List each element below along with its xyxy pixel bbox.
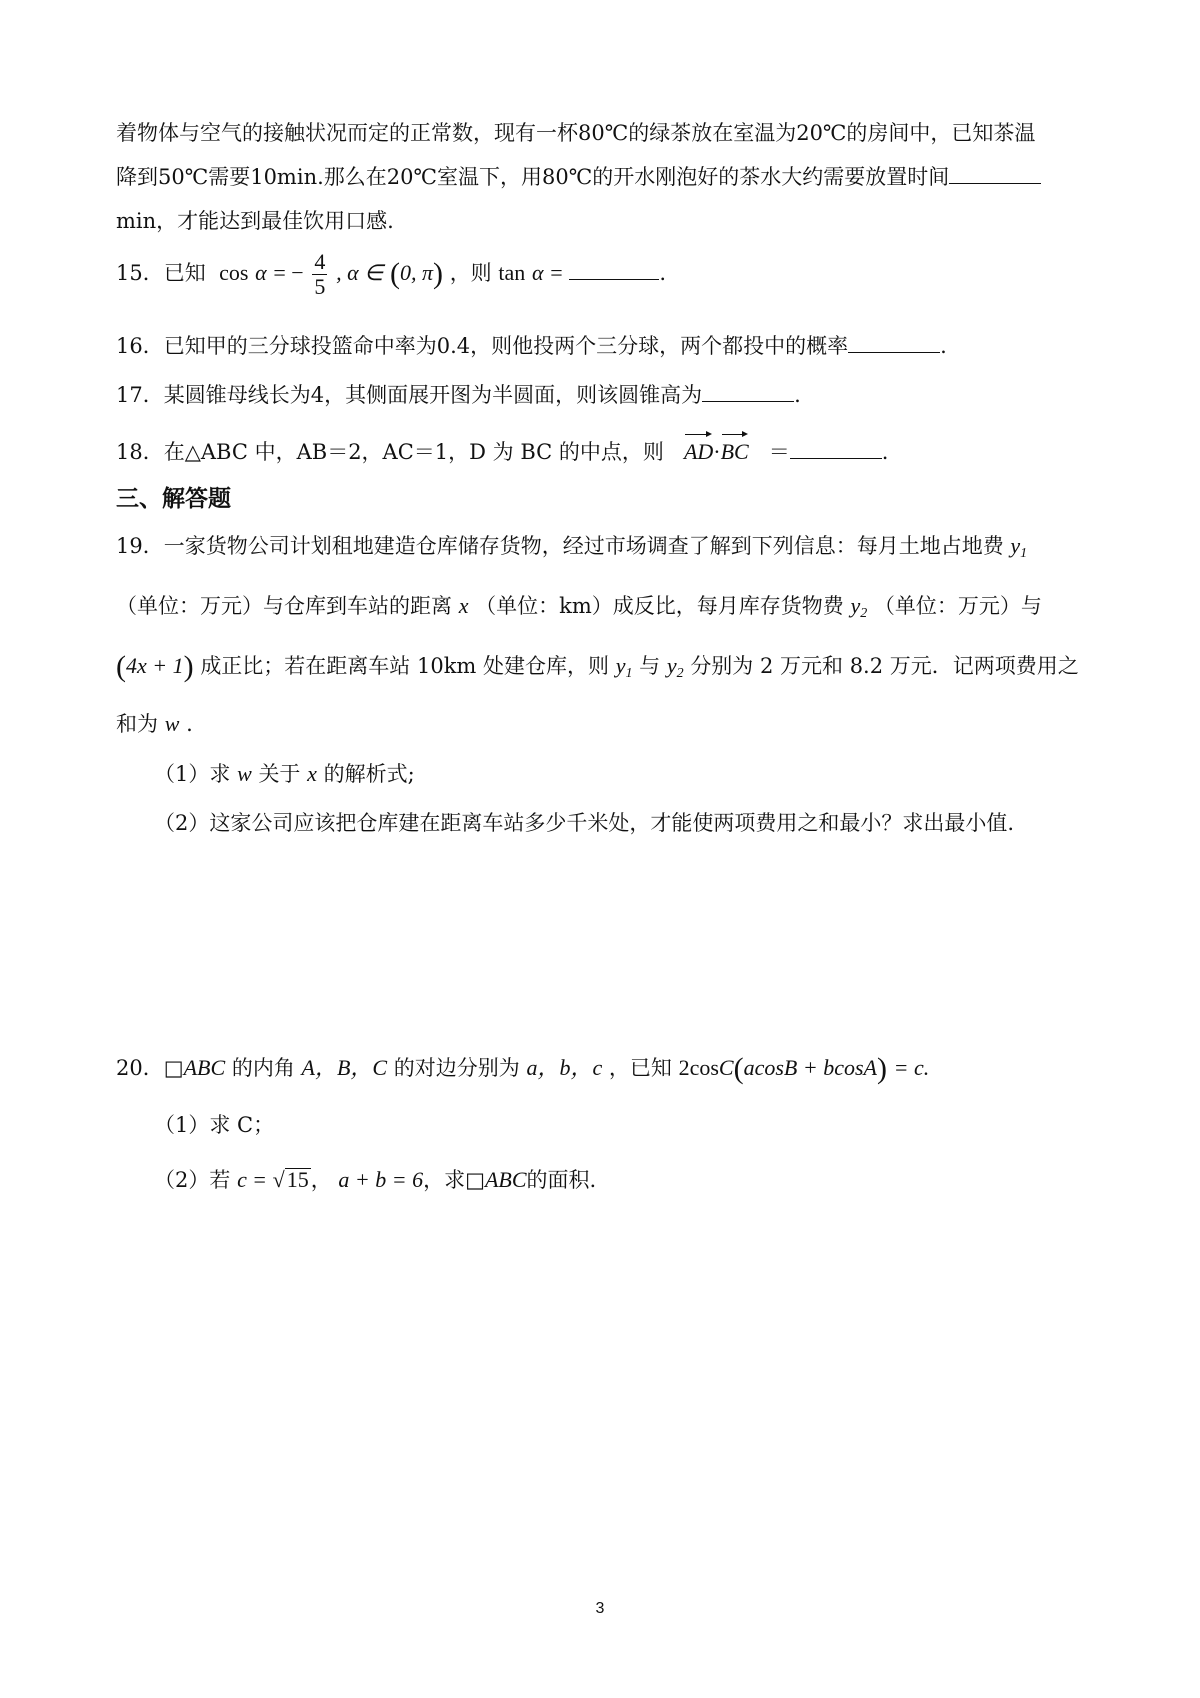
q15-fraction: [312, 250, 327, 299]
q15-label: 15．已知: [116, 261, 206, 285]
q20-eq-lparen: (: [733, 1052, 744, 1085]
page-number: 3: [595, 1600, 605, 1617]
q20-p2-b: ，求: [423, 1168, 466, 1192]
q15-eq: = −: [273, 260, 304, 285]
q19-l4-b: .: [186, 712, 193, 736]
q20-p2-sep: ，: [310, 1168, 332, 1192]
q20-p2-end: 的面积.: [526, 1168, 597, 1192]
q19-y1: $y_1$: [1010, 533, 1028, 561]
q20-eq-rparen: ): [876, 1052, 887, 1085]
intro-line-1: 着物体与空气的接触状况而定的正常数，现有一杯80℃的绿茶放在室温为20℃的房间中，已知茶温: [116, 121, 1036, 145]
q19-line-2: [116, 590, 1042, 630]
question-15: [116, 250, 666, 299]
q20-p2-c: c: [237, 1167, 247, 1192]
q18-end: .: [881, 440, 889, 464]
q15-end: .: [659, 261, 666, 285]
intro-line-2: [116, 161, 1041, 193]
q19-line-4: [116, 708, 193, 740]
intro-line-3: min，才能达到最佳饮用口感.: [116, 209, 394, 233]
q20-p2-ab: a + b = 6: [338, 1167, 424, 1192]
q20-part-2: [154, 1164, 596, 1196]
q20-l1-b: 的对边分别为: [393, 1056, 520, 1080]
question-16: [116, 330, 947, 362]
q15-alpha: α: [255, 260, 267, 285]
answer-blank-16: [848, 330, 940, 353]
q20-num: 20．: [116, 1056, 164, 1080]
q18-dot: ·: [713, 439, 721, 464]
q20-box: □: [163, 1056, 184, 1080]
q19-p1-x: x: [307, 761, 317, 786]
q15-eq2: =: [550, 260, 563, 285]
q20-p2-box: □: [465, 1168, 485, 1192]
q20-eq-post: = c.: [893, 1055, 930, 1080]
q17-text: 17．某圆锥母线长为4，其侧面展开图为半圆面，则该圆锥高为: [116, 383, 703, 407]
q16-end: .: [940, 334, 947, 358]
q15-tan: tan: [498, 260, 526, 285]
q19-l1-text: 19．一家货物公司计划租地建造仓库储存货物，经过市场调查了解到下列信息：每月土地占地费: [116, 534, 1004, 558]
answer-blank-14: [949, 161, 1041, 184]
q20-p2-tri: ABC: [484, 1167, 527, 1192]
q18-vector-ad: AD: [684, 430, 713, 468]
q19-part-1: [154, 758, 415, 790]
q20-line-1: [116, 1052, 929, 1085]
q20-p2-sqrt-value: 15: [286, 1167, 309, 1192]
q20-angles: A，B，C: [301, 1055, 388, 1080]
q19-p1-w: w: [237, 761, 252, 786]
q18-text: 18．在△ABC 中，AB＝2，AC＝1，D 为 BC 的中点，则: [116, 440, 664, 464]
answer-blank-17: [702, 379, 794, 402]
q19-l2-b: （单位：km）成反比，每月库存货物费: [475, 594, 844, 618]
q19-l4-a: 和为: [116, 712, 158, 736]
question-17: [116, 379, 801, 411]
q18-vector-bc: BC: [721, 430, 749, 468]
q15-then: ，则: [449, 261, 492, 285]
q17-end: .: [794, 383, 801, 407]
q18-eq: ＝: [768, 440, 790, 464]
q19-l2-c: （单位：万元）与: [873, 594, 1042, 618]
q19-l3-and: 与: [639, 654, 661, 678]
answer-blank-15: [569, 257, 659, 280]
q19-w: w: [164, 711, 180, 736]
q19-l3-b: 分别为 2 万元和 8.2 万元．记两项费用之: [690, 654, 1079, 678]
q15-lparen: (: [389, 257, 400, 290]
q15-interval: 0, π: [399, 260, 433, 285]
q19-l3-a: 成正比；若在距离车站 10km 处建仓库，则: [200, 654, 610, 678]
q15-frac-num: 4: [314, 249, 326, 274]
section-heading: 三、解答题: [116, 486, 231, 512]
answer-blank-18: [790, 436, 882, 459]
q20-part-1: （1）求 C；: [154, 1113, 275, 1137]
q19-l2-a: （单位：万元）与仓库到车站的距离: [116, 594, 452, 618]
question-18: [116, 430, 888, 468]
q15-cond: , α ∈: [336, 260, 384, 285]
q19-part-2: （2）这家公司应该把仓库建在距离车站多少千米处，才能使两项费用之和最小？求出最小值.: [154, 811, 1015, 835]
q19-p1-b: 关于: [258, 762, 301, 786]
q19-line-3: [116, 650, 1079, 690]
q20-l1-a: 的内角: [231, 1056, 295, 1080]
q19-x: x: [458, 593, 469, 618]
q20-abc: ABC: [183, 1055, 226, 1080]
q20-eq-pre: 2cos: [678, 1055, 719, 1080]
q20-eq-c: C: [718, 1055, 734, 1080]
intro-line-2-text: 降到50℃需要10min.那么在20℃室温下，用80℃的开水刚泡好的茶水大约需要放置时间: [116, 165, 950, 189]
q19-p1-a: （1）求: [154, 762, 231, 786]
q20-eq-body: acosB + bcosA: [743, 1055, 877, 1080]
q19-y1-ref: $y_1$: [615, 653, 633, 681]
q19-line-1: [116, 530, 1027, 570]
q20-p2-a: （2）若: [154, 1168, 231, 1192]
q19-expr: 4x + 1: [126, 653, 184, 678]
q16-text: 16．已知甲的三分球投篮命中率为0.4，则他投两个三分球，两个都投中的概率: [116, 334, 849, 358]
q19-p1-c: 的解析式;: [323, 762, 415, 786]
q15-frac-den: 5: [314, 274, 326, 299]
q15-alpha2: α: [531, 260, 544, 285]
q19-lparen: (: [116, 650, 126, 683]
q19-rparen: ): [183, 650, 194, 683]
q20-p2-sqrt: √15: [272, 1167, 309, 1192]
q15-cos: cos: [219, 260, 249, 285]
q15-rparen: ): [433, 257, 443, 290]
q19-y2: $y_2$: [850, 593, 868, 621]
q20-p2-eq: =: [253, 1167, 266, 1192]
q19-y2-ref: $y_2$: [666, 653, 684, 681]
q20-l1-c: ，已知: [608, 1056, 672, 1080]
q20-sides: a，b，c: [526, 1055, 603, 1080]
